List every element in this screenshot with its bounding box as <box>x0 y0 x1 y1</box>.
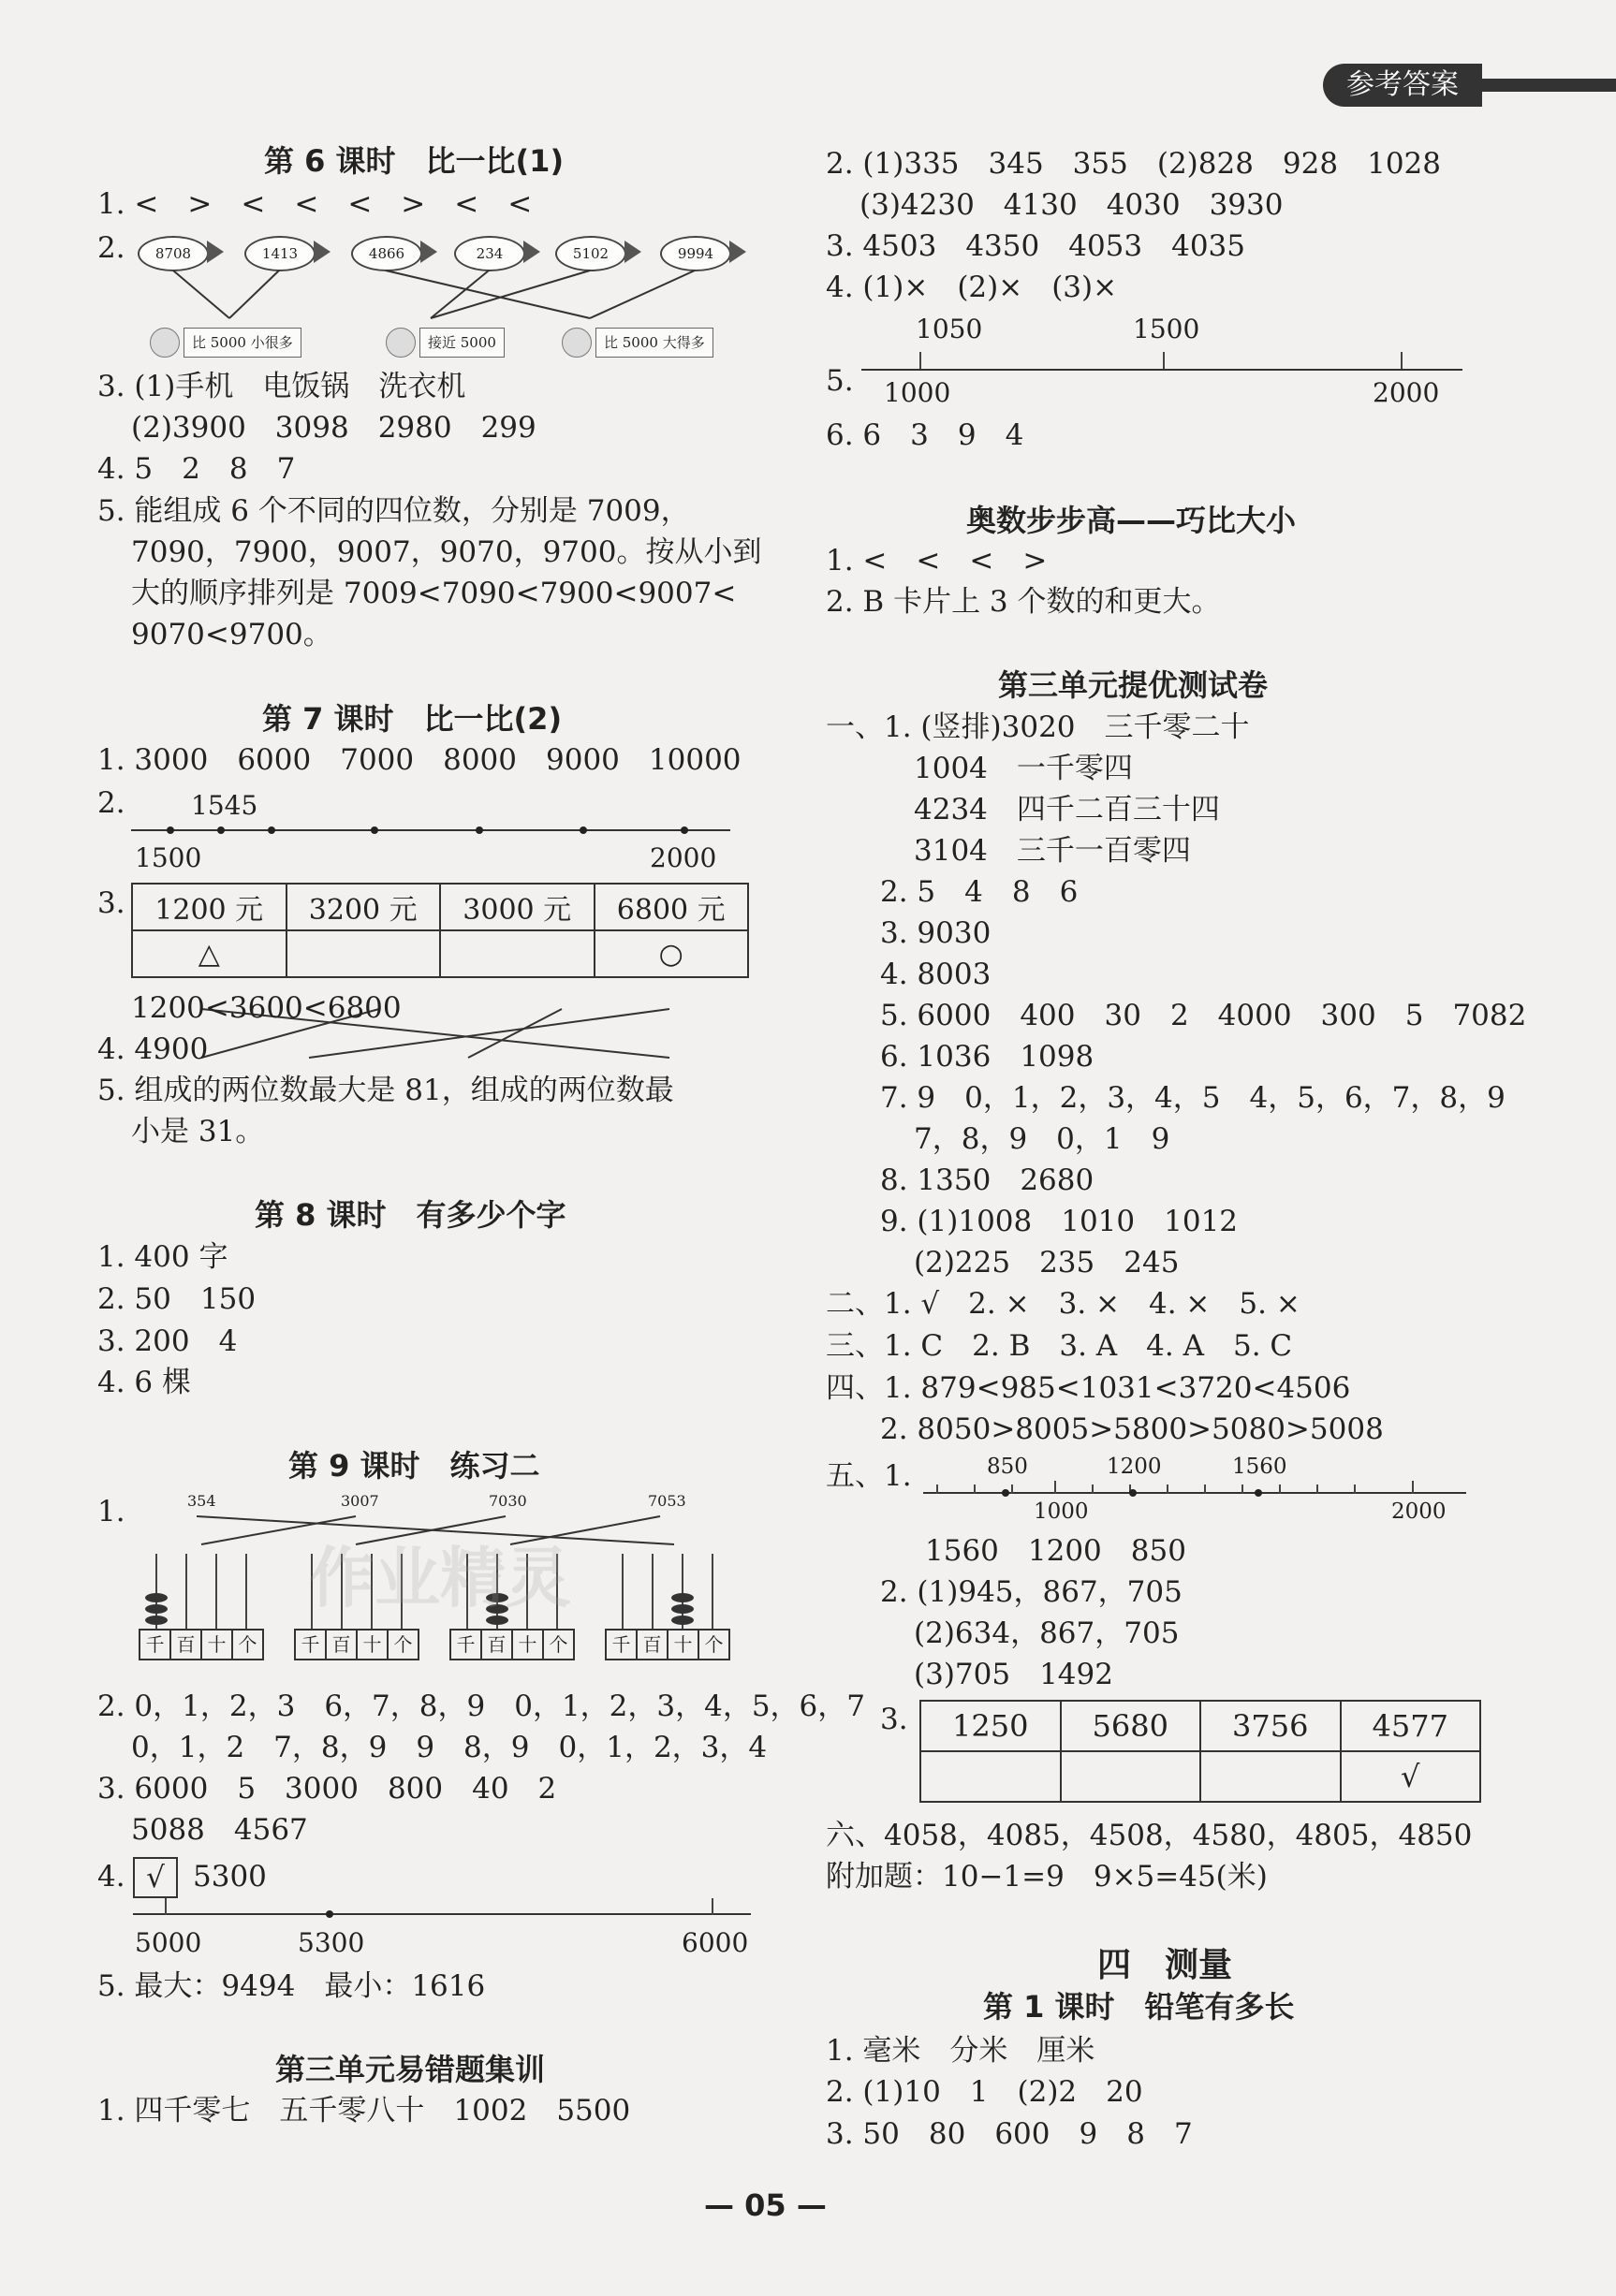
lesson6-q5a: 5. 能组成 6 个不同的四位数，分别是 7009， <box>97 494 690 528</box>
test-l26: 附加题：10−1=9 9×5=45(米) <box>826 1860 1268 1894</box>
ones-place: 个 <box>549 1633 568 1656</box>
abacus-2-base <box>294 1629 419 1660</box>
fish-1: 8708 <box>138 236 209 271</box>
number-line-5000 <box>133 1913 751 1915</box>
hundreds-place: 百 <box>327 1631 358 1659</box>
lesson9-q1: 1. <box>97 1495 125 1528</box>
test-l4: 3104 三千一百零四 <box>914 834 1191 868</box>
test-l12: 8. 1350 2680 <box>880 1163 1094 1197</box>
thousands-place: 千 <box>607 1631 638 1659</box>
fish-6: 9994 <box>660 236 731 271</box>
test-l17: 四、1. 879<985<1031<3720<4506 <box>826 1371 1351 1405</box>
r-q4: 4. (1)× (2)× (3)× <box>826 271 1118 304</box>
card-3007: 3007 <box>341 1492 379 1510</box>
nl2-label-2000: 2000 <box>1373 377 1440 408</box>
abacus-4-base <box>605 1629 730 1660</box>
lesson6-q5d: 9070<9700。 <box>131 618 332 651</box>
test-l15: 二、1. √ 2. × 3. × 4. × 5. × <box>826 1287 1300 1321</box>
lesson8-q1: 1. 400 字 <box>97 1240 228 1274</box>
olympiad-title: 奥数步步高——巧比大小 <box>966 503 1297 538</box>
nl-label-5000: 5000 <box>135 1927 202 1958</box>
test-l24: 3. <box>880 1703 908 1736</box>
watermark: 作业精灵 <box>309 1539 571 1616</box>
tens-place: 十 <box>668 1631 699 1659</box>
measure-q1: 1. 毫米 分米 厘米 <box>826 2034 1095 2068</box>
nl1-left-label: 1500 <box>135 842 202 873</box>
lesson6-q2: 2. <box>97 231 125 265</box>
measure-lesson1-title: 第 1 课时 铅笔有多长 <box>983 1989 1295 2025</box>
label-much-less: 比 5000 小很多 <box>184 328 301 358</box>
lesson8-q3: 3. 200 4 <box>97 1324 238 1358</box>
fish-4: 234 <box>454 236 525 271</box>
fish-3: 4866 <box>351 236 422 271</box>
test-l18: 2. 8050>8005>5800>5080>5008 <box>880 1412 1384 1446</box>
nl-tick <box>712 1898 713 1915</box>
nl3-label-1000: 1000 <box>1034 1499 1089 1524</box>
test-l5: 2. 5 4 8 6 <box>880 875 1079 909</box>
nl-tick <box>1092 1484 1094 1494</box>
nl-tick <box>1279 1484 1281 1494</box>
tens-place: 十 <box>358 1631 389 1659</box>
lesson8-title: 第 8 课时 有多少个字 <box>255 1197 566 1233</box>
ones-place: 个 <box>393 1633 413 1656</box>
abacus-rod <box>622 1554 624 1629</box>
errors-title: 第三单元易错题集训 <box>275 2052 546 2087</box>
nl-dot-850 <box>1002 1489 1009 1497</box>
lesson9-q3b: 5088 4567 <box>131 1813 308 1847</box>
checkbox-checked: √ <box>133 1857 178 1898</box>
thousands-place: 千 <box>451 1631 482 1659</box>
r-q2b: (3)4230 4130 4030 3930 <box>859 188 1284 222</box>
nl-tick <box>936 1484 938 1494</box>
nl2-label-1050: 1050 <box>916 314 983 344</box>
test-l10: 7. 9 0，1，2，3，4，5 4，5，6，7，8，9 <box>880 1081 1506 1115</box>
test-l22: (2)634，867，705 <box>914 1616 1180 1650</box>
circle-mark: ○ <box>595 930 749 977</box>
nl-tick <box>1011 1484 1013 1494</box>
unit3-test-title: 第三单元提优测试卷 <box>998 667 1269 703</box>
abacus-bead <box>671 1593 694 1602</box>
abacus-rod <box>712 1554 713 1629</box>
test-l23: (3)705 1492 <box>914 1658 1113 1691</box>
lesson9-title: 第 9 课时 练习二 <box>288 1448 540 1484</box>
lesson9-q4: 4. <box>97 1860 125 1894</box>
abacus-rod <box>215 1554 217 1629</box>
lesson7-q3b: 1200<3600<6800 <box>131 991 402 1025</box>
olympiad-q1: 1. < < < > <box>826 544 1048 578</box>
tens-place: 十 <box>513 1631 544 1659</box>
test-l8: 5. 6000 400 30 2 4000 300 5 7082 <box>880 999 1527 1032</box>
lesson6-q4: 4. 5 2 8 7 <box>97 452 296 486</box>
price-cell: 3200 元 <box>286 884 441 930</box>
nl-tick <box>919 352 921 369</box>
hundreds-place: 百 <box>171 1631 202 1659</box>
triangle-mark: △ <box>132 930 286 977</box>
test-l25: 六、4058，4085，4508，4580，4805，4850 <box>826 1819 1473 1852</box>
test-l1: 一、1. (竖排)3020 三千零二十 <box>826 710 1250 744</box>
card-7030: 7030 <box>489 1492 527 1510</box>
abacus-rod <box>185 1554 187 1629</box>
abacus-bead <box>145 1604 168 1614</box>
abacus-3-base <box>449 1629 575 1660</box>
nl-tick <box>1241 1484 1243 1494</box>
ones-place: 个 <box>238 1633 257 1656</box>
nl-dot-1560 <box>1255 1489 1262 1497</box>
test-l14: (2)225 235 245 <box>914 1246 1180 1280</box>
test-l2: 1004 一千零四 <box>914 752 1133 785</box>
r-q2a: 2. (1)335 345 355 (2)828 928 1028 <box>826 147 1441 181</box>
answer-key-tag: 参考答案 <box>1323 64 1482 107</box>
price-cell: 3000 元 <box>440 884 595 930</box>
r-q3: 3. 4503 4350 4053 4035 <box>826 229 1246 263</box>
nl-label-5300: 5300 <box>298 1927 365 1958</box>
fish-5: 5102 <box>555 236 626 271</box>
test-l3: 4234 四千二百三十四 <box>914 793 1220 826</box>
price-cell: 6800 元 <box>595 884 749 930</box>
abacus-rod <box>245 1554 247 1629</box>
abacus-bead <box>145 1593 168 1602</box>
nl-label-6000: 6000 <box>682 1927 749 1958</box>
abacus-rod <box>652 1554 654 1629</box>
lesson6-q3b: (2)3900 3098 2980 299 <box>131 411 536 445</box>
olympiad-q2: 2. B 卡片上 3 个数的和更大。 <box>826 585 1221 619</box>
lesson6-q1: 1. < > < < < > < < <box>97 187 533 221</box>
nl1-top-label: 1545 <box>191 790 258 821</box>
lesson9-q2b: 0，1，2 7，8，9 9 8，9 0，1，2，3，4 <box>131 1731 768 1764</box>
fish-2: 1413 <box>244 236 316 271</box>
nl-tick <box>1412 1481 1414 1494</box>
lesson7-title: 第 7 课时 比一比(2) <box>262 701 563 737</box>
lesson8-q2: 2. 50 150 <box>97 1282 257 1316</box>
lesson7-q1: 1. 3000 6000 7000 8000 9000 10000 <box>97 743 742 777</box>
thousands-place: 千 <box>296 1631 327 1659</box>
nl-tick <box>1054 1481 1056 1494</box>
card-354: 354 <box>187 1492 216 1510</box>
test-l19: 五、1. <box>826 1459 912 1493</box>
nl1-right-label: 2000 <box>650 842 717 873</box>
nl-tick <box>165 1898 167 1915</box>
test-cell: 1250 <box>920 1701 1061 1751</box>
nl-tick <box>1167 1484 1168 1494</box>
abacus-bead <box>671 1604 694 1614</box>
test-l13: 9. (1)1008 1010 1012 <box>880 1205 1239 1238</box>
lesson7-q3: 3. <box>97 886 125 920</box>
hundreds-place: 百 <box>638 1631 668 1659</box>
nl3-label-1560: 1560 <box>1232 1455 1287 1479</box>
test-cell: 3756 <box>1200 1701 1341 1751</box>
test-l16: 三、1. C 2. B 3. A 4. A 5. C <box>826 1329 1293 1363</box>
r-q5: 5. <box>826 364 854 398</box>
tens-place: 十 <box>202 1631 233 1659</box>
nl-dot-1200 <box>1129 1489 1137 1497</box>
page-number: — 05 — <box>704 2187 827 2223</box>
nl-tick <box>1163 352 1165 369</box>
test-table <box>919 1700 1481 1803</box>
lesson9-q5: 5. 最大：9494 最小：1616 <box>97 1969 486 2003</box>
card-7053: 7053 <box>648 1492 686 1510</box>
lesson6-q5c: 大的顺序排列是 7009<7090<7900<9007< <box>131 577 737 610</box>
test-l20: 1560 1200 850 <box>925 1534 1186 1568</box>
nl2-label-1000: 1000 <box>884 377 951 408</box>
nl3-label-1200: 1200 <box>1107 1455 1162 1479</box>
label-near: 接近 5000 <box>419 328 505 358</box>
nl-tick <box>1204 1484 1206 1494</box>
hundreds-place: 百 <box>482 1631 513 1659</box>
measure-q3: 3. 50 80 600 9 8 7 <box>826 2117 1193 2151</box>
nl-tick <box>1354 1484 1356 1494</box>
lesson6-q3a: 3. (1)手机 电饭锅 洗衣机 <box>97 370 466 403</box>
test-cell: 4577 <box>1341 1701 1481 1751</box>
test-cell: 5680 <box>1061 1701 1201 1751</box>
thousands-place: 千 <box>140 1631 171 1659</box>
nl-tick <box>974 1484 976 1494</box>
lesson6-q5b: 7090，7900，9007，9070，9700。按从小到 <box>131 535 762 569</box>
measure-q2: 2. (1)10 1 (2)2 20 <box>826 2075 1143 2109</box>
lesson9-q2a: 2. 0，1，2，3 6，7，8，9 0，1，2，3，4，5，6，7 <box>97 1689 865 1723</box>
lesson7-q5a: 5. 组成的两位数最大是 81，组成的两位数最 <box>97 1074 674 1107</box>
test-l21: 2. (1)945，867，705 <box>880 1575 1183 1609</box>
lesson9-q3a: 3. 6000 5 3000 800 40 2 <box>97 1772 557 1806</box>
nl3-label-2000: 2000 <box>1391 1499 1447 1524</box>
lesson6-title: 第 6 课时 比一比(1) <box>264 143 565 179</box>
price-cell: 1200 元 <box>132 884 286 930</box>
nl3-label-850: 850 <box>987 1455 1028 1479</box>
abacus-bead <box>671 1616 694 1625</box>
lesson9-q4-value: 5300 <box>193 1860 267 1894</box>
abacus-bead <box>145 1616 168 1625</box>
number-line-1000 <box>861 369 1462 371</box>
r-q6: 6. 6 3 9 4 <box>826 418 1024 452</box>
lesson7-q2: 2. <box>97 786 125 820</box>
test-l7: 4. 8003 <box>880 958 992 991</box>
test-l9: 6. 1036 1098 <box>880 1040 1094 1074</box>
test-check: √ <box>1341 1751 1481 1802</box>
label-much-more: 比 5000 大得多 <box>595 328 713 358</box>
abacus-1-base <box>139 1629 264 1660</box>
lesson7-q5b: 小是 31。 <box>131 1115 265 1148</box>
unit4-title: 四 测量 <box>1097 1946 1233 1984</box>
errors-q1: 1. 四千零七 五千零八十 1002 5500 <box>97 2094 631 2128</box>
test-l11: 7，8，9 0，1 9 <box>914 1122 1170 1156</box>
test-l6: 3. 9030 <box>880 916 992 950</box>
nl-tick <box>1401 352 1403 369</box>
nl-dot-5300 <box>326 1910 333 1918</box>
lesson7-q4: 4. 4900 <box>97 1032 209 1066</box>
lesson8-q4: 4. 6 棵 <box>97 1366 192 1399</box>
ones-place: 个 <box>704 1633 724 1656</box>
nl2-label-1500: 1500 <box>1133 314 1200 344</box>
nl-tick <box>1316 1484 1318 1494</box>
